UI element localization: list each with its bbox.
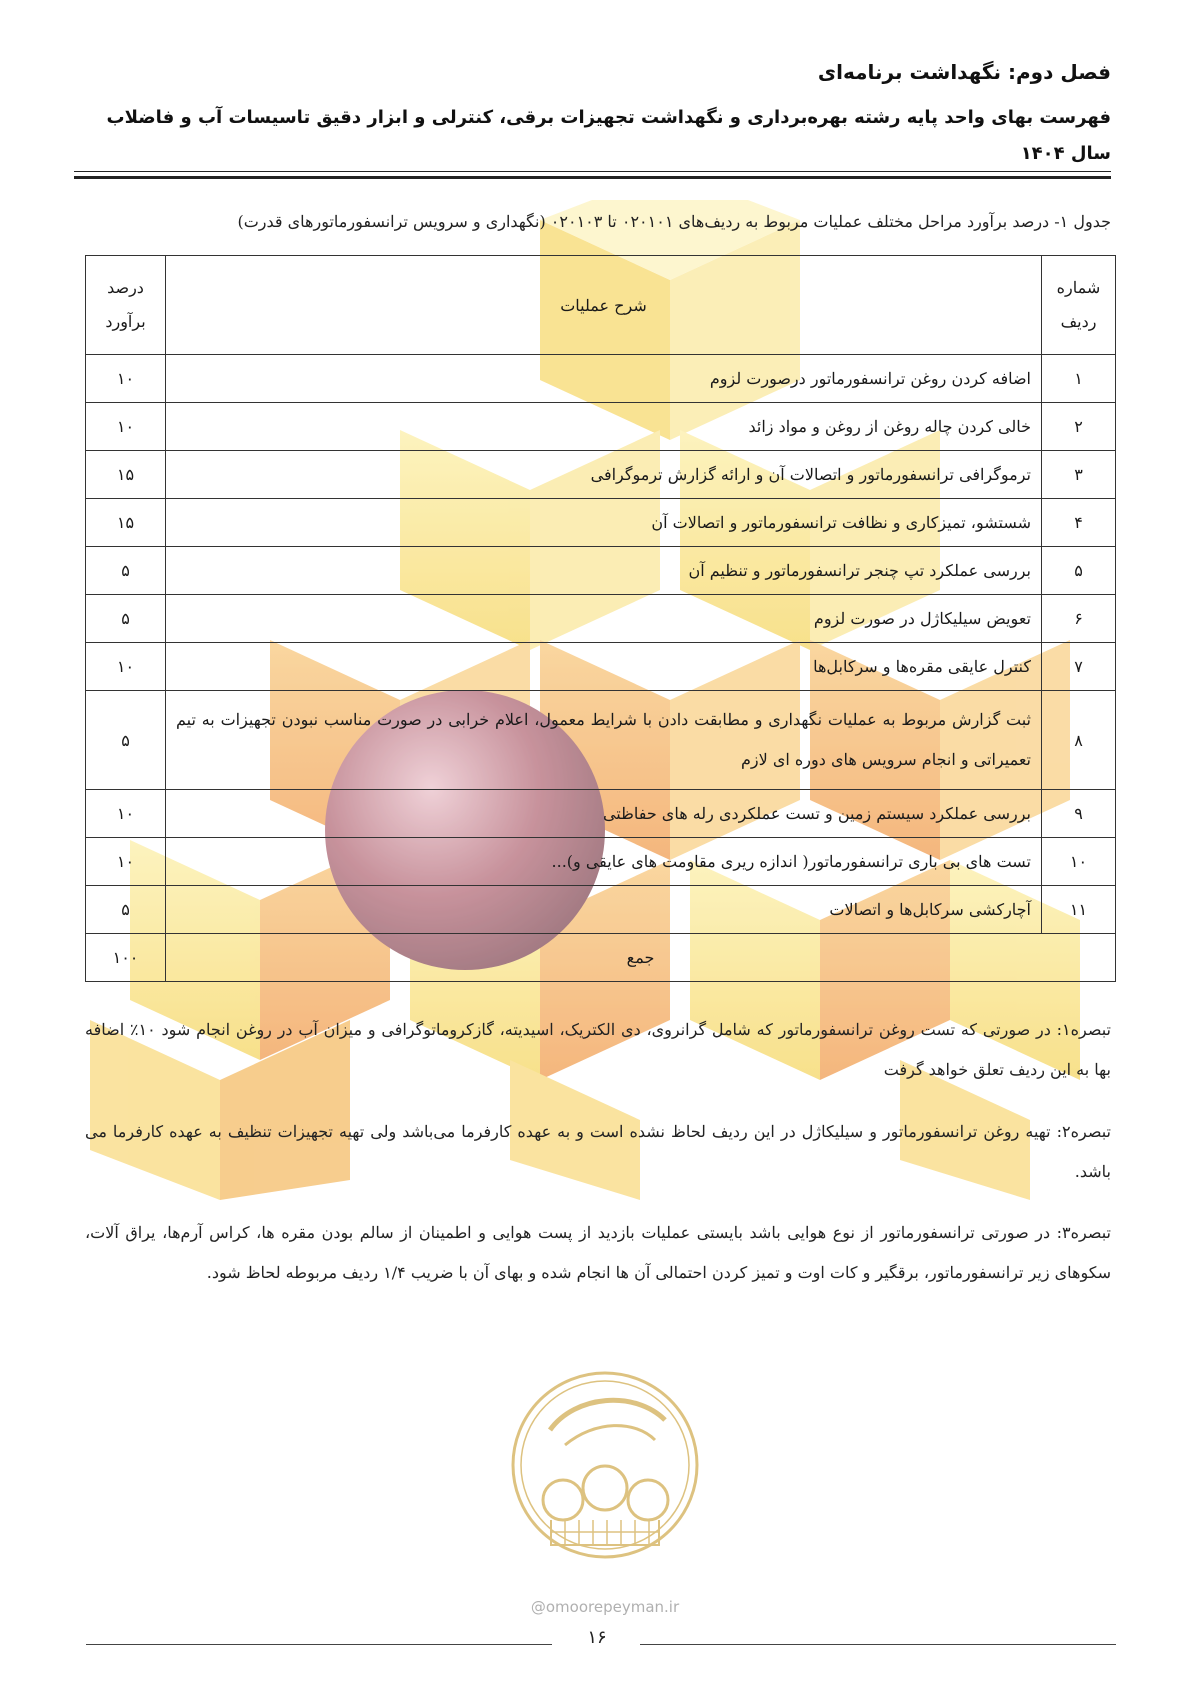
- header-divider-thick: [74, 176, 1111, 179]
- row-number: ۶: [1042, 595, 1116, 643]
- row-number: ۱: [1042, 355, 1116, 403]
- row-number: ۹: [1042, 790, 1116, 838]
- row-description: ثبت گزارش مربوط به عملیات نگهداری و مطابقت دادن با شرایط معمول، اعلام خرابی در صورت مناسب نبودن تجهیزات به تیم تعمیراتی و انجام سرویس های دوره ای لازم: [166, 691, 1042, 790]
- table-row: [86, 691, 1116, 790]
- table-row: [86, 790, 1116, 838]
- row-percent: ۱۰: [86, 643, 166, 691]
- page-number: ۱۶: [587, 1627, 607, 1648]
- row-percent: ۵: [86, 547, 166, 595]
- row-number: ۱۱: [1042, 886, 1116, 934]
- table-row: [86, 595, 1116, 643]
- header-percent: درصد برآورد: [86, 256, 166, 355]
- row-number: ۵: [1042, 547, 1116, 595]
- row-percent: ۱۰: [86, 355, 166, 403]
- row-number: ۱۰: [1042, 838, 1116, 886]
- row-description: شستشو، تمیزکاری و نظافت ترانسفورماتور و اتصالات آن: [166, 499, 1042, 547]
- table-header-row: [86, 256, 1116, 355]
- row-number: ۴: [1042, 499, 1116, 547]
- row-description: ترموگرافی ترانسفورماتور و اتصالات آن و ارائه گزارش ترموگرافی: [166, 451, 1042, 499]
- table-row: [86, 886, 1116, 934]
- table-caption: جدول ۱- درصد برآورد مراحل مختلف عملیات مربوط به ردیف‌های ۰۲۰۱۰۱ تا ۰۲۰۱۰۳ (نگهداری و سرویس ترانسفورماتورهای قدرت): [237, 212, 1111, 231]
- table-row: [86, 547, 1116, 595]
- table-total-row: [86, 934, 1116, 982]
- row-percent: ۱۰: [86, 838, 166, 886]
- chapter-heading: فصل دوم: نگهداشت برنامه‌ای: [817, 60, 1111, 84]
- total-percent: ۱۰۰: [86, 934, 166, 982]
- row-percent: ۵: [86, 595, 166, 643]
- row-percent: ۵: [86, 886, 166, 934]
- row-description: بررسی عملکرد سیستم زمین و تست عملکردی رله های حفاظتی: [166, 790, 1042, 838]
- row-description: آچارکشی سرکابل‌ها و اتصالات: [166, 886, 1042, 934]
- omoorepeyman-seal-logo-icon: [505, 1360, 705, 1585]
- table-row: [86, 838, 1116, 886]
- row-percent: ۱۵: [86, 451, 166, 499]
- table-row: [86, 403, 1116, 451]
- row-number: ۸: [1042, 691, 1116, 790]
- website-handle: @omoorepeyman.ir: [530, 1598, 680, 1616]
- row-description: تعویض سیلیکاژل در صورت لزوم: [166, 595, 1042, 643]
- header-row-number: شماره ردیف: [1042, 256, 1116, 355]
- table-row: [86, 643, 1116, 691]
- row-percent: ۵: [86, 691, 166, 790]
- row-number: ۳: [1042, 451, 1116, 499]
- note-1: تبصره۱: در صورتی که تست روغن ترانسفورماتور که شامل گرانروی، دی الکتریک، اسیدیته، گازکروماتوگرافی و میزان آب در روغن انجام شود ۱۰٪ اضافه بها به این ردیف تعلق خواهد گرفت: [85, 1020, 1112, 1079]
- row-percent: ۱۰: [86, 790, 166, 838]
- row-description: کنترل عایقی مقره‌ها و سرکابل‌ها: [166, 643, 1042, 691]
- row-description: تست های بی باری ترانسفورماتور( اندازه ریری مقاومت های عایقی و)...: [166, 838, 1042, 886]
- row-description: اضافه کردن روغن ترانسفورماتور درصورت لزوم: [166, 355, 1042, 403]
- table-row: [86, 355, 1116, 403]
- row-description: خالی کردن چاله روغن از روغن و مواد زائد: [166, 403, 1042, 451]
- row-percent: ۱۰: [86, 403, 166, 451]
- row-number: ۲: [1042, 403, 1116, 451]
- total-label: جمع: [166, 934, 1116, 982]
- row-number: ۷: [1042, 643, 1116, 691]
- row-description: بررسی عملکرد تپ چنجر ترانسفورماتور و تنظیم آن: [166, 547, 1042, 595]
- table-row: [86, 499, 1116, 547]
- table-row: [86, 451, 1116, 499]
- header-divider-thin: [74, 171, 1111, 172]
- operations-table: [85, 255, 1116, 982]
- footer-divider-right: [640, 1644, 1116, 1645]
- footer-divider-left: [86, 1644, 552, 1645]
- note-3: تبصره۳: در صورتی ترانسفورماتور از نوع هوایی باشد بایستی عملیات بازدید از پست هوایی و اطمینان از سالم بودن مقره ها، کراس آرم‌ها، یراق آلات، سکوهای زیر ترانسفورماتور، برقگیر و کات اوت و تمیز کردن احتمالی آن ها انجام شده و بهای آن با ضریب ۱/۴ ردیف مربوطه لحاظ شود.: [85, 1223, 1111, 1282]
- row-percent: ۱۵: [86, 499, 166, 547]
- note-2: تبصره۲: تهیه روغن ترانسفورماتور و سیلیکاژل در این ردیف لحاظ نشده است و به عهده کارفرما می‌باشد ولی تهیه تجهیزات تنظیف به عهده کارفرما می باشد.: [85, 1122, 1111, 1181]
- document-title: فهرست بهای واحد پایه رشته بهره‌برداری و نگهداشت تجهیزات برقی، کنترلی و ابزار دقیق تاسیسات آب و فاضلاب سال ۱۴۰۴: [106, 107, 1111, 164]
- header-description: شرح عملیات: [166, 256, 1042, 355]
